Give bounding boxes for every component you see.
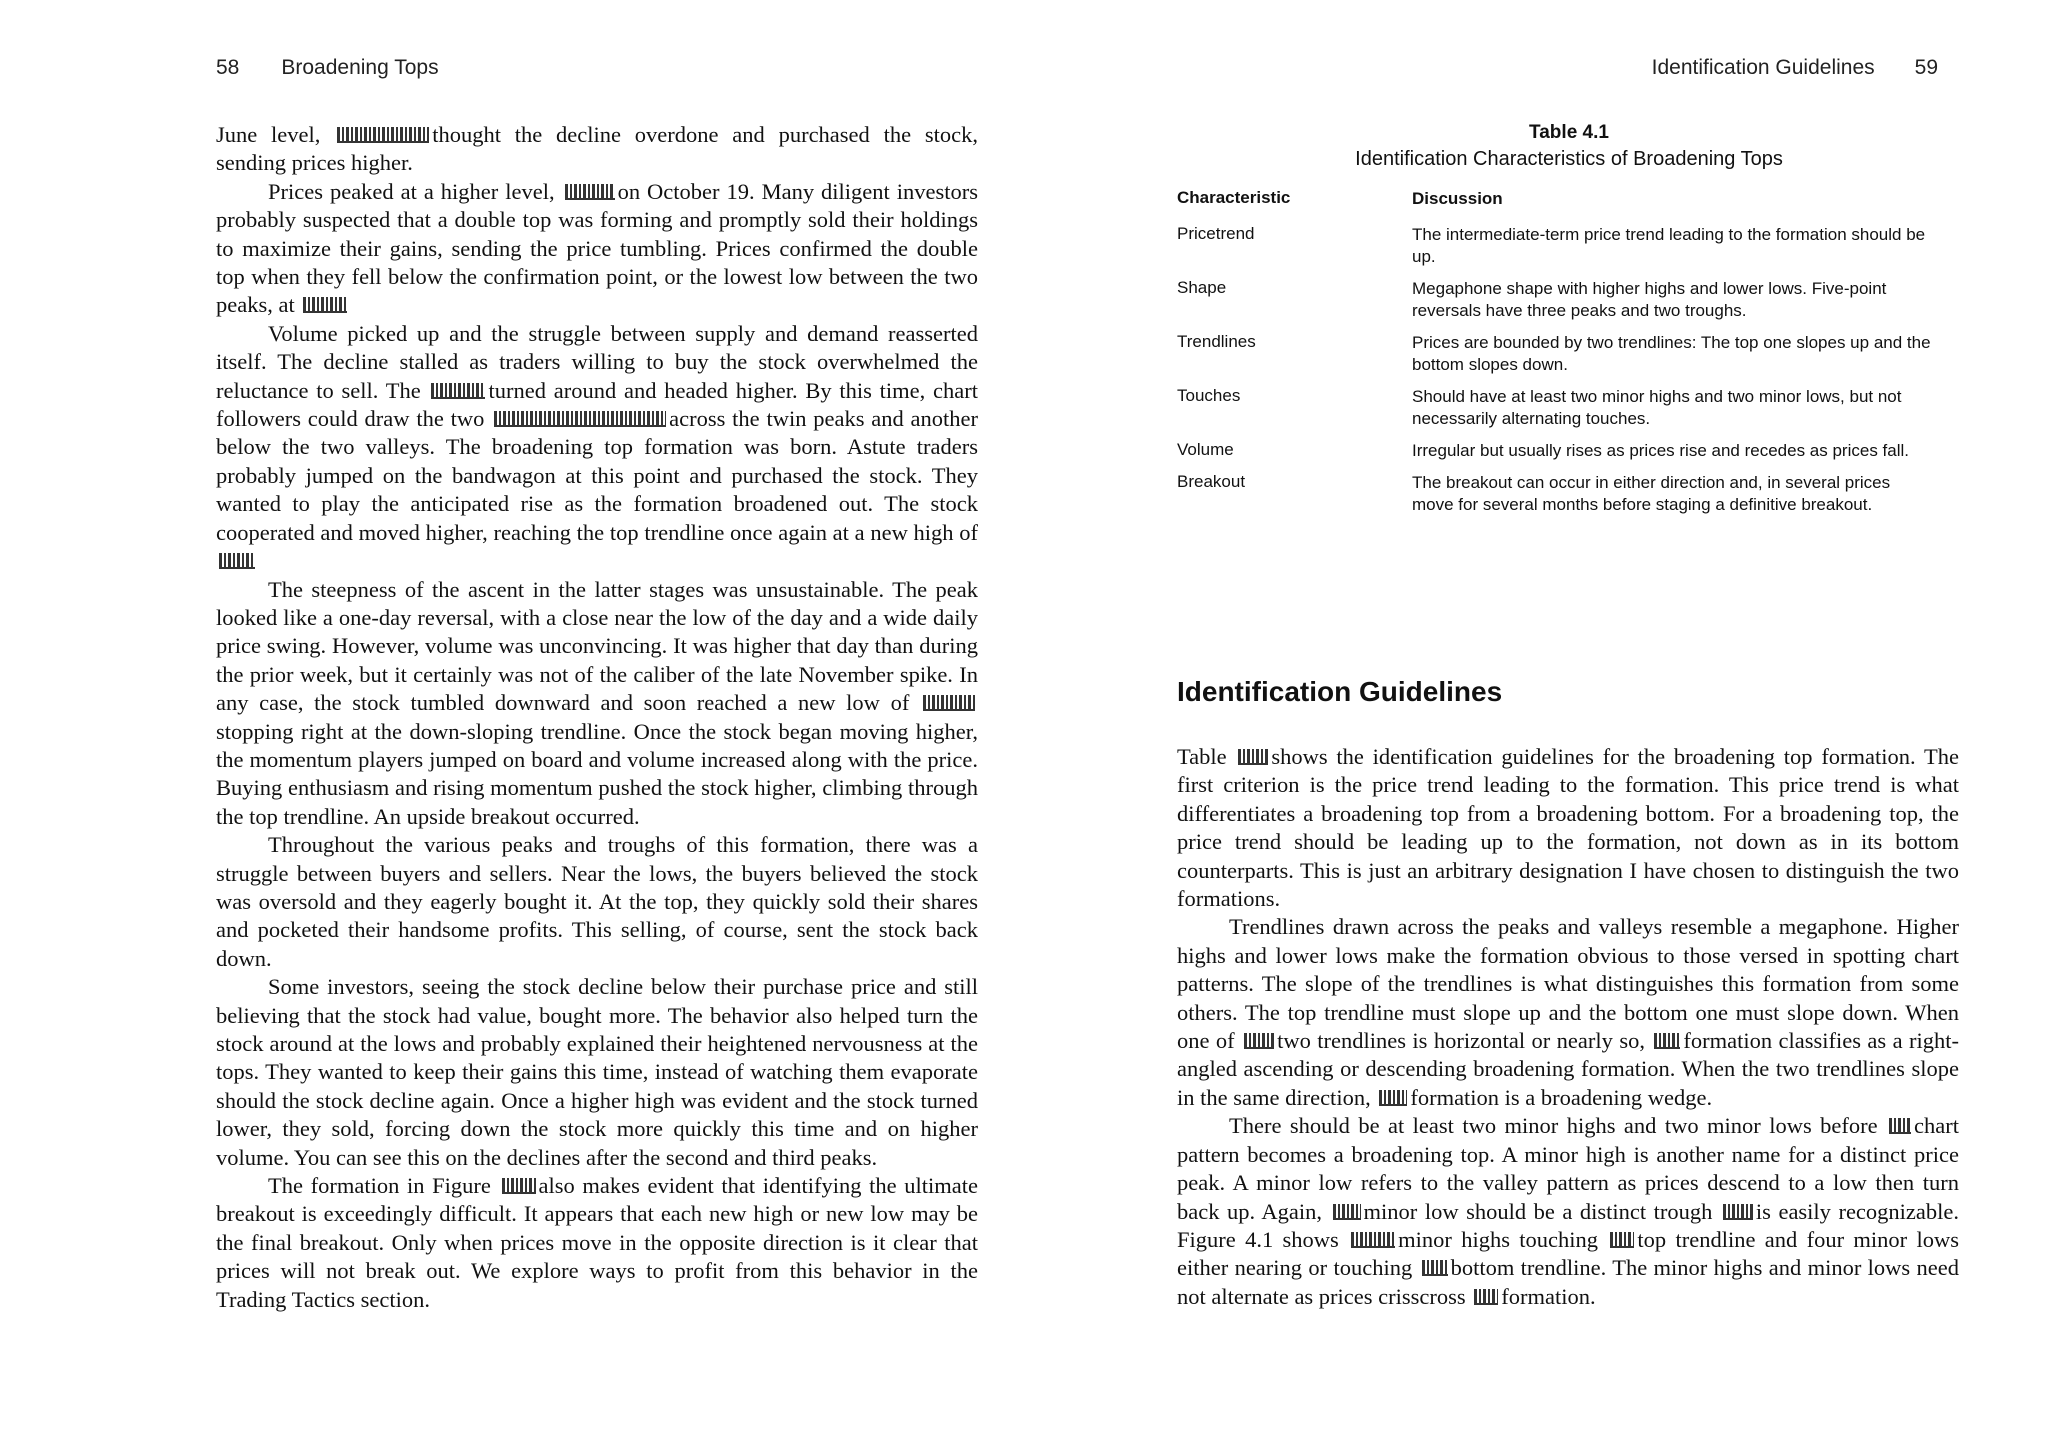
table-caption: Identification Characteristics of Broadening Tops: [1355, 148, 1783, 170]
right-running-head: [1652, 56, 1938, 80]
table-row: [1177, 278, 1947, 322]
garbled-glyph: [923, 695, 975, 711]
table-cell: Irregular but usually rises as prices rise and recedes as prices fall.: [1412, 441, 1909, 460]
table-row: [1177, 440, 1947, 462]
left-running-head: [216, 56, 439, 80]
garbled-glyph: [1238, 749, 1268, 765]
garbled-glyph: [1333, 1204, 1361, 1220]
right-page: [1024, 0, 2048, 1450]
table-cell: Volume: [1177, 440, 1234, 459]
paragraph: Volume picked up and the struggle between supply and demand reasserted itself. The decline stalled as traders willing to buy the stock overwhelmed the reluctance to sell. The turned around and headed higher. By this time, chart followers could draw the two across the twin peaks and another below the two valleys. The broadening top formation was born. Astute traders probably jumped on the bandwagon at this point and purchased the stock. They wanted to play the anticipated rise as the formation broadened out. The stock cooperated and moved higher, reaching the top trendline once again at a new high of: [216, 320, 978, 576]
garbled-glyph: [1422, 1260, 1448, 1276]
table-cell: The breakout can occur in either direction and, in several prices move for several months before staging a definitive breakout.: [1412, 473, 1891, 514]
garbled-glyph: [1474, 1289, 1498, 1305]
right-running-title: Identification Guidelines: [1651, 56, 1875, 79]
garbled-glyph: [1610, 1232, 1634, 1248]
paragraph: Throughout the various peaks and troughs of this formation, there was a struggle between buyers and sellers. Near the lows, the buyers believed the stock was oversold and they eagerly bought it. At the top, they quickly sold their shares and pocketed their handsome profits. This selling, of course, sent the stock back down.: [216, 832, 978, 971]
paragraph: The formation in Figure also makes evident that identifying the ultimate breakout is exceedingly difficult. It appears that each new high or new low may be the final breakout. Only when prices move in the opposite direction is it clear that prices will not break out. We explore ways to profit from this behavior in the Trading Tactics section.: [216, 1173, 978, 1312]
table-cell: Should have at least two minor highs and two minor lows, but not necessarily alternating touches.: [1412, 387, 1902, 428]
garbled-glyph: [1723, 1204, 1753, 1220]
left-page-number: 58: [216, 56, 240, 79]
table-header-row: [1177, 188, 1947, 210]
garbled-glyph: [431, 383, 485, 399]
garbled-glyph: [565, 184, 615, 200]
section-heading: Identification Guidelines: [1177, 676, 1503, 707]
garbled-glyph: [494, 411, 666, 427]
garbled-glyph: [1654, 1033, 1680, 1049]
table-title: [1174, 120, 1964, 172]
table-number: Table 4.1: [1529, 122, 1609, 143]
table-cell: Trendlines: [1177, 332, 1256, 351]
garbled-glyph: [1351, 1232, 1395, 1248]
paragraph: Some investors, seeing the stock decline below their purchase price and still believing that the stock had value, bought more. The behavior also helped turn the stock around at the lows and probably explained their heightened nervousness at the tops. They wanted to keep their gains this time, instead of watching them evaporate should the stock decline again. Once a higher high was evident and the stock turned lower, they sold, forcing down the stock more quickly this time and on higher volume. You can see this on the declines after the second and third peaks.: [216, 974, 978, 1170]
table-cell: Megaphone shape with higher highs and lower lows. Five-point reversals have three peaks and two troughs.: [1412, 279, 1887, 320]
column-header: Characteristic: [1177, 188, 1291, 207]
paragraph: Prices peaked at a higher level, on October 19. Many diligent investors probably suspected that a double top was forming and promptly sold their holdings to maximize their gains, sending the price tumbling. Prices confirmed the double top when they fell below the confirmation point, or the lowest low between the two peaks, at: [216, 178, 978, 318]
garbled-glyph: [1889, 1118, 1911, 1134]
table-row: [1177, 332, 1947, 376]
paragraph: There should be at least two minor highs and two minor lows before chart pattern becomes a broadening top. A minor high is another name for a distinct price peak. A minor low refers to the valley pattern as prices descend to a low then turn back up. Again, minor low should be a distinct trough is easily recognizable. Figure 4.1 shows minor highs touching top trendline and four minor lows either nearing or touching bottom trendline. The minor highs and minor lows need not alternate as prices crisscross formation.: [1177, 1113, 1960, 1309]
paragraph: Table shows the identification guidelines for the broadening top formation. The first criterion is the price trend leading to the formation. This price trend is what differentiates a broadening top from a broadening bottom. For a broadening top, the price trend should be leading up to the formation, not down as in its bottom counterparts. This is just an arbitrary designation I have chosen to distinguish the two formations.: [1177, 744, 1959, 912]
garbled-glyph: [337, 127, 429, 143]
garbled-glyph: [1379, 1090, 1407, 1106]
garbled-glyph: [1244, 1033, 1274, 1049]
table-cell: Touches: [1177, 386, 1241, 405]
paragraph: June level, thought the decline overdone and purchased the stock, sending prices higher.: [216, 122, 978, 176]
column-header: Discussion: [1412, 189, 1503, 208]
garbled-glyph: [219, 553, 255, 569]
paragraph: The steepness of the ascent in the latter stages was unsustainable. The peak looked like a one-day reversal, with a close near the low of the day and a wide daily price swing. However, volume was unconvincing. It was higher that day than during the prior week, but it certainly was not of the caliber of the late November spike. In any case, the stock tumbled downward and soon reached a new low of stopping right at the down-sloping trendline. Once the stock began moving higher, the momentum players jumped on board and volume increased along with the price. Buying enthusiasm and rising momentum pushed the stock higher, climbing through the top trendline. An upside breakout occurred.: [216, 576, 978, 829]
table-row: [1177, 386, 1947, 430]
left-body-text: [216, 121, 978, 1314]
table-cell: Breakout: [1177, 472, 1246, 491]
paragraph: Trendlines drawn across the peaks and valleys resemble a megaphone. Higher highs and lower lows make the formation obvious to those versed in spotting chart patterns. The slope of the trendlines is what distinguishes this formation from some others. The top trendline must slope up and the bottom one must slope down. When one of two trendlines is horizontal or nearly so, formation classifies as a right-angled ascending or descending broadening formation. When the two trendlines slope in the same direction, formation is a broadening wedge.: [1177, 914, 1959, 1110]
table-row: [1177, 472, 1947, 516]
left-running-title: Broadening Tops: [281, 56, 439, 79]
table-row: [1177, 224, 1947, 268]
table-cell: Shape: [1177, 278, 1227, 297]
table-cell: Prices are bounded by two trendlines: The top one slopes up and the bottom slopes down.: [1412, 333, 1931, 374]
right-body-text: [1177, 743, 1959, 1311]
table-cell: Pricetrend: [1177, 224, 1255, 243]
table-cell: The intermediate-term price trend leading to the formation should be up.: [1412, 225, 1926, 266]
right-page-number: 59: [1914, 56, 1938, 79]
garbled-glyph: [502, 1178, 536, 1194]
garbled-glyph: [303, 297, 347, 313]
guidelines-table: [1177, 188, 1947, 526]
